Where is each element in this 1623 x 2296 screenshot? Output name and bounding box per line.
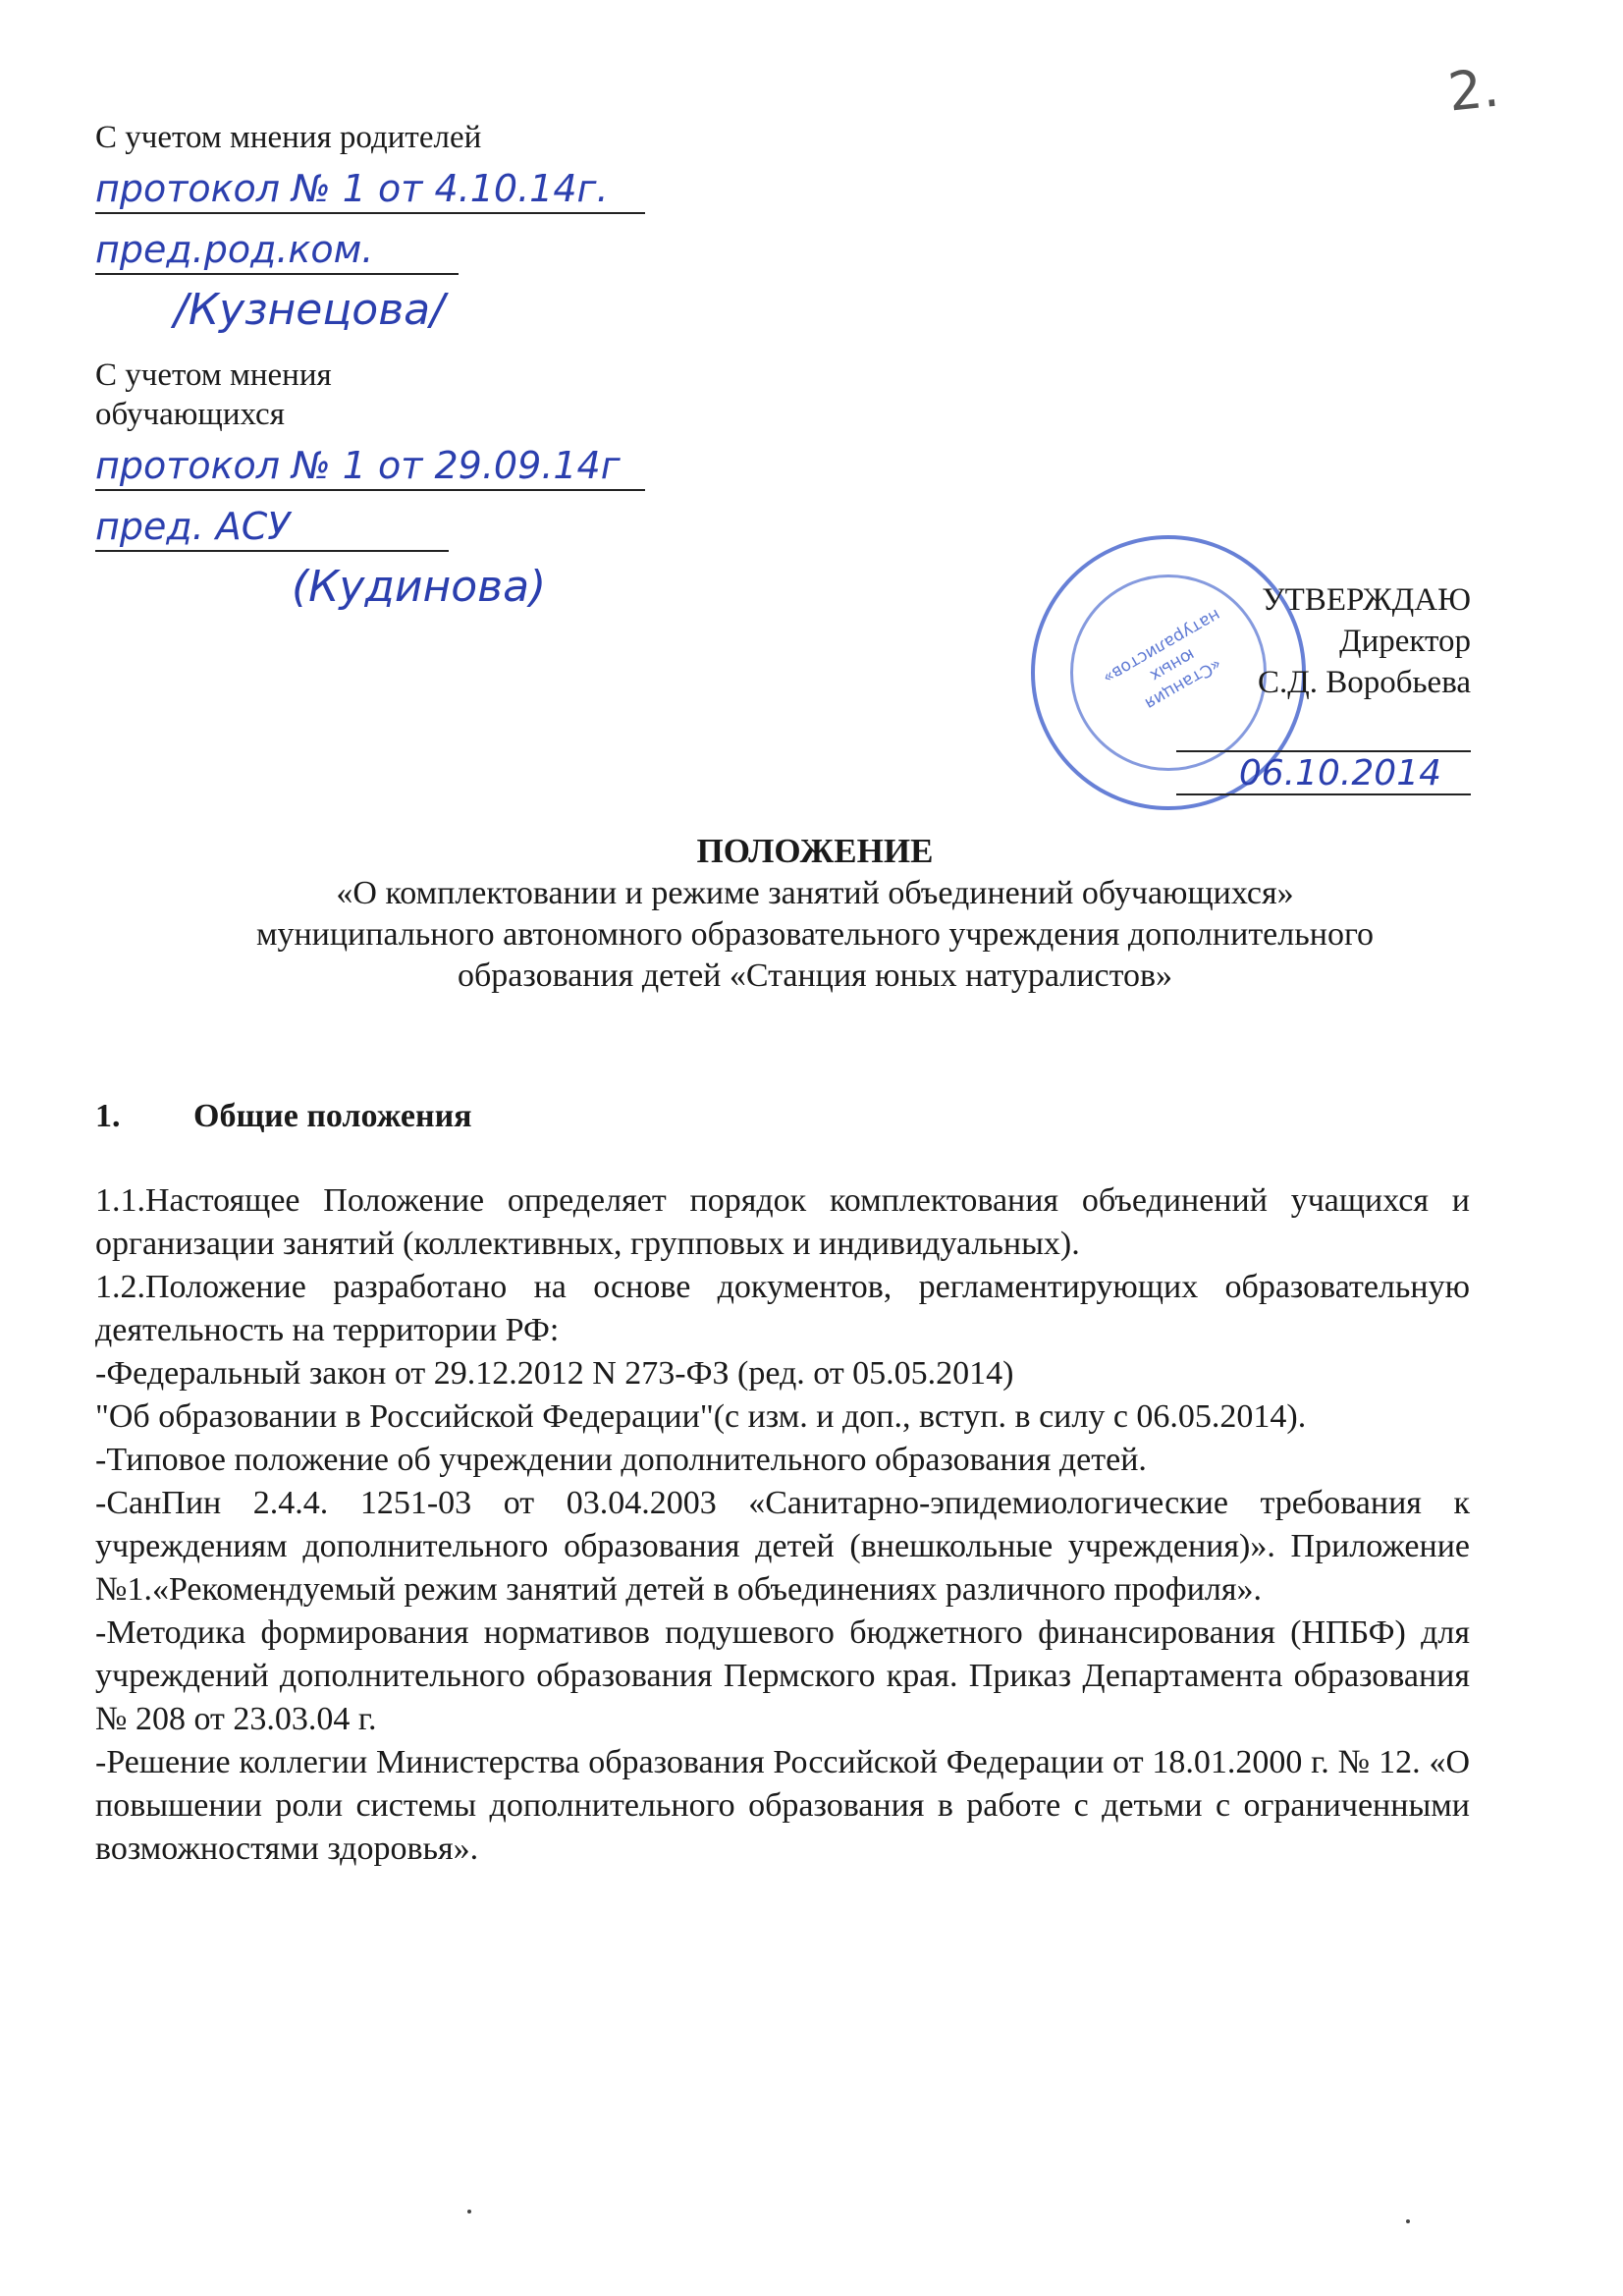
- approval-date-line: [1176, 752, 1471, 795]
- title-line-1: «О комплектовании и режиме занятий объединений обучающихся»: [336, 875, 1294, 911]
- paragraph: 1.2.Положение разработано на основе документов, регламентирующих образовательную деятельность на территории РФ:: [95, 1269, 1470, 1348]
- parents-signature: [95, 279, 704, 342]
- students-consent-label-1: С учетом мнения: [95, 357, 332, 393]
- paragraph: -Решение коллегии Министерства образования Российской Федерации от 18.01.2000 г. № 12. «О повышении роли системы дополнительного образования в работе с детьми с ограниченными возможностями здоровья».: [95, 1744, 1470, 1867]
- paragraph: "Об образовании в Российской Федерации"(с изм. и доп., вступ. в силу с 06.05.2014).: [95, 1398, 1307, 1435]
- document-body: [95, 1095, 1470, 1871]
- parents-consent-label: С учетом мнения родителей: [95, 120, 482, 155]
- paragraph: -Типовое положение об учреждении дополнительного образования детей.: [95, 1442, 1147, 1478]
- document-title: [98, 830, 1532, 997]
- students-consent-label-2: обучающихся: [95, 397, 285, 432]
- parents-protocol-handwriting: протокол № 1 от 4.10.14г.: [95, 167, 609, 210]
- approval-position: Директор: [1339, 624, 1471, 659]
- parents-chair-handwriting: пред.род.ком.: [95, 228, 374, 271]
- section-title: Общие положения: [193, 1098, 472, 1134]
- scan-speck: [467, 2210, 471, 2214]
- title-line-2: муниципального автономного образовательного учреждения дополнительного: [255, 916, 1375, 953]
- parents-signature-handwriting: /Кузнецова/: [174, 285, 445, 335]
- approval-date-handwriting: 06.10.2014: [1238, 753, 1441, 793]
- paragraph: -Методика формирования нормативов подушевого бюджетного финансирования (НПБФ) для учреждений дополнительного образования Пермского края. Приказ Департамента образования № 208 от 23.03.04 г.: [95, 1614, 1470, 1737]
- approval-signature-line: [1176, 713, 1471, 752]
- paragraph: -СанПин 2.4.4. 1251-03 от 03.04.2003 «Санитарно-эпидемиологические требования к учреждениям дополнительного образования детей (внешкольные учреждения)». Приложение №1.«Рекомендуемый режим занятий детей в объединениях различного профиля».: [95, 1485, 1470, 1608]
- title-line-3: образования детей «Станция юных натуралистов»: [457, 957, 1173, 994]
- title-heading: ПОЛОЖЕНИЕ: [696, 832, 934, 870]
- students-protocol-line: [95, 434, 645, 491]
- section-number: 1.: [95, 1098, 121, 1134]
- students-chair-line: [95, 495, 449, 552]
- approval-block: [1049, 579, 1471, 795]
- students-signature: [95, 556, 704, 619]
- paragraph: 1.1.Настоящее Положение определяет порядок комплектования объединений учащихся и организации занятий (коллективных, групповых и индивидуальных).: [95, 1182, 1470, 1262]
- students-protocol-handwriting: протокол № 1 от 29.09.14г: [95, 444, 621, 487]
- parents-protocol-line: [95, 157, 645, 214]
- consent-block: [95, 118, 704, 619]
- approval-name: С.Д. Воробьева: [1257, 665, 1471, 700]
- handwritten-page-number: 2.: [1444, 56, 1502, 124]
- paragraph: -Федеральный закон от 29.12.2012 N 273-ФЗ (ред. от 05.05.2014): [95, 1355, 1014, 1392]
- parents-chair-line: [95, 218, 459, 275]
- students-chair-handwriting: пред. АСУ: [95, 505, 291, 548]
- students-signature-handwriting: (Кудинова): [292, 562, 547, 612]
- scan-speck: [1406, 2219, 1410, 2223]
- stamp-text: «Станция юных натуралистов»: [1099, 604, 1225, 714]
- section-heading: [95, 1095, 1470, 1138]
- approval-label: УТВЕРЖДАЮ: [1262, 582, 1471, 618]
